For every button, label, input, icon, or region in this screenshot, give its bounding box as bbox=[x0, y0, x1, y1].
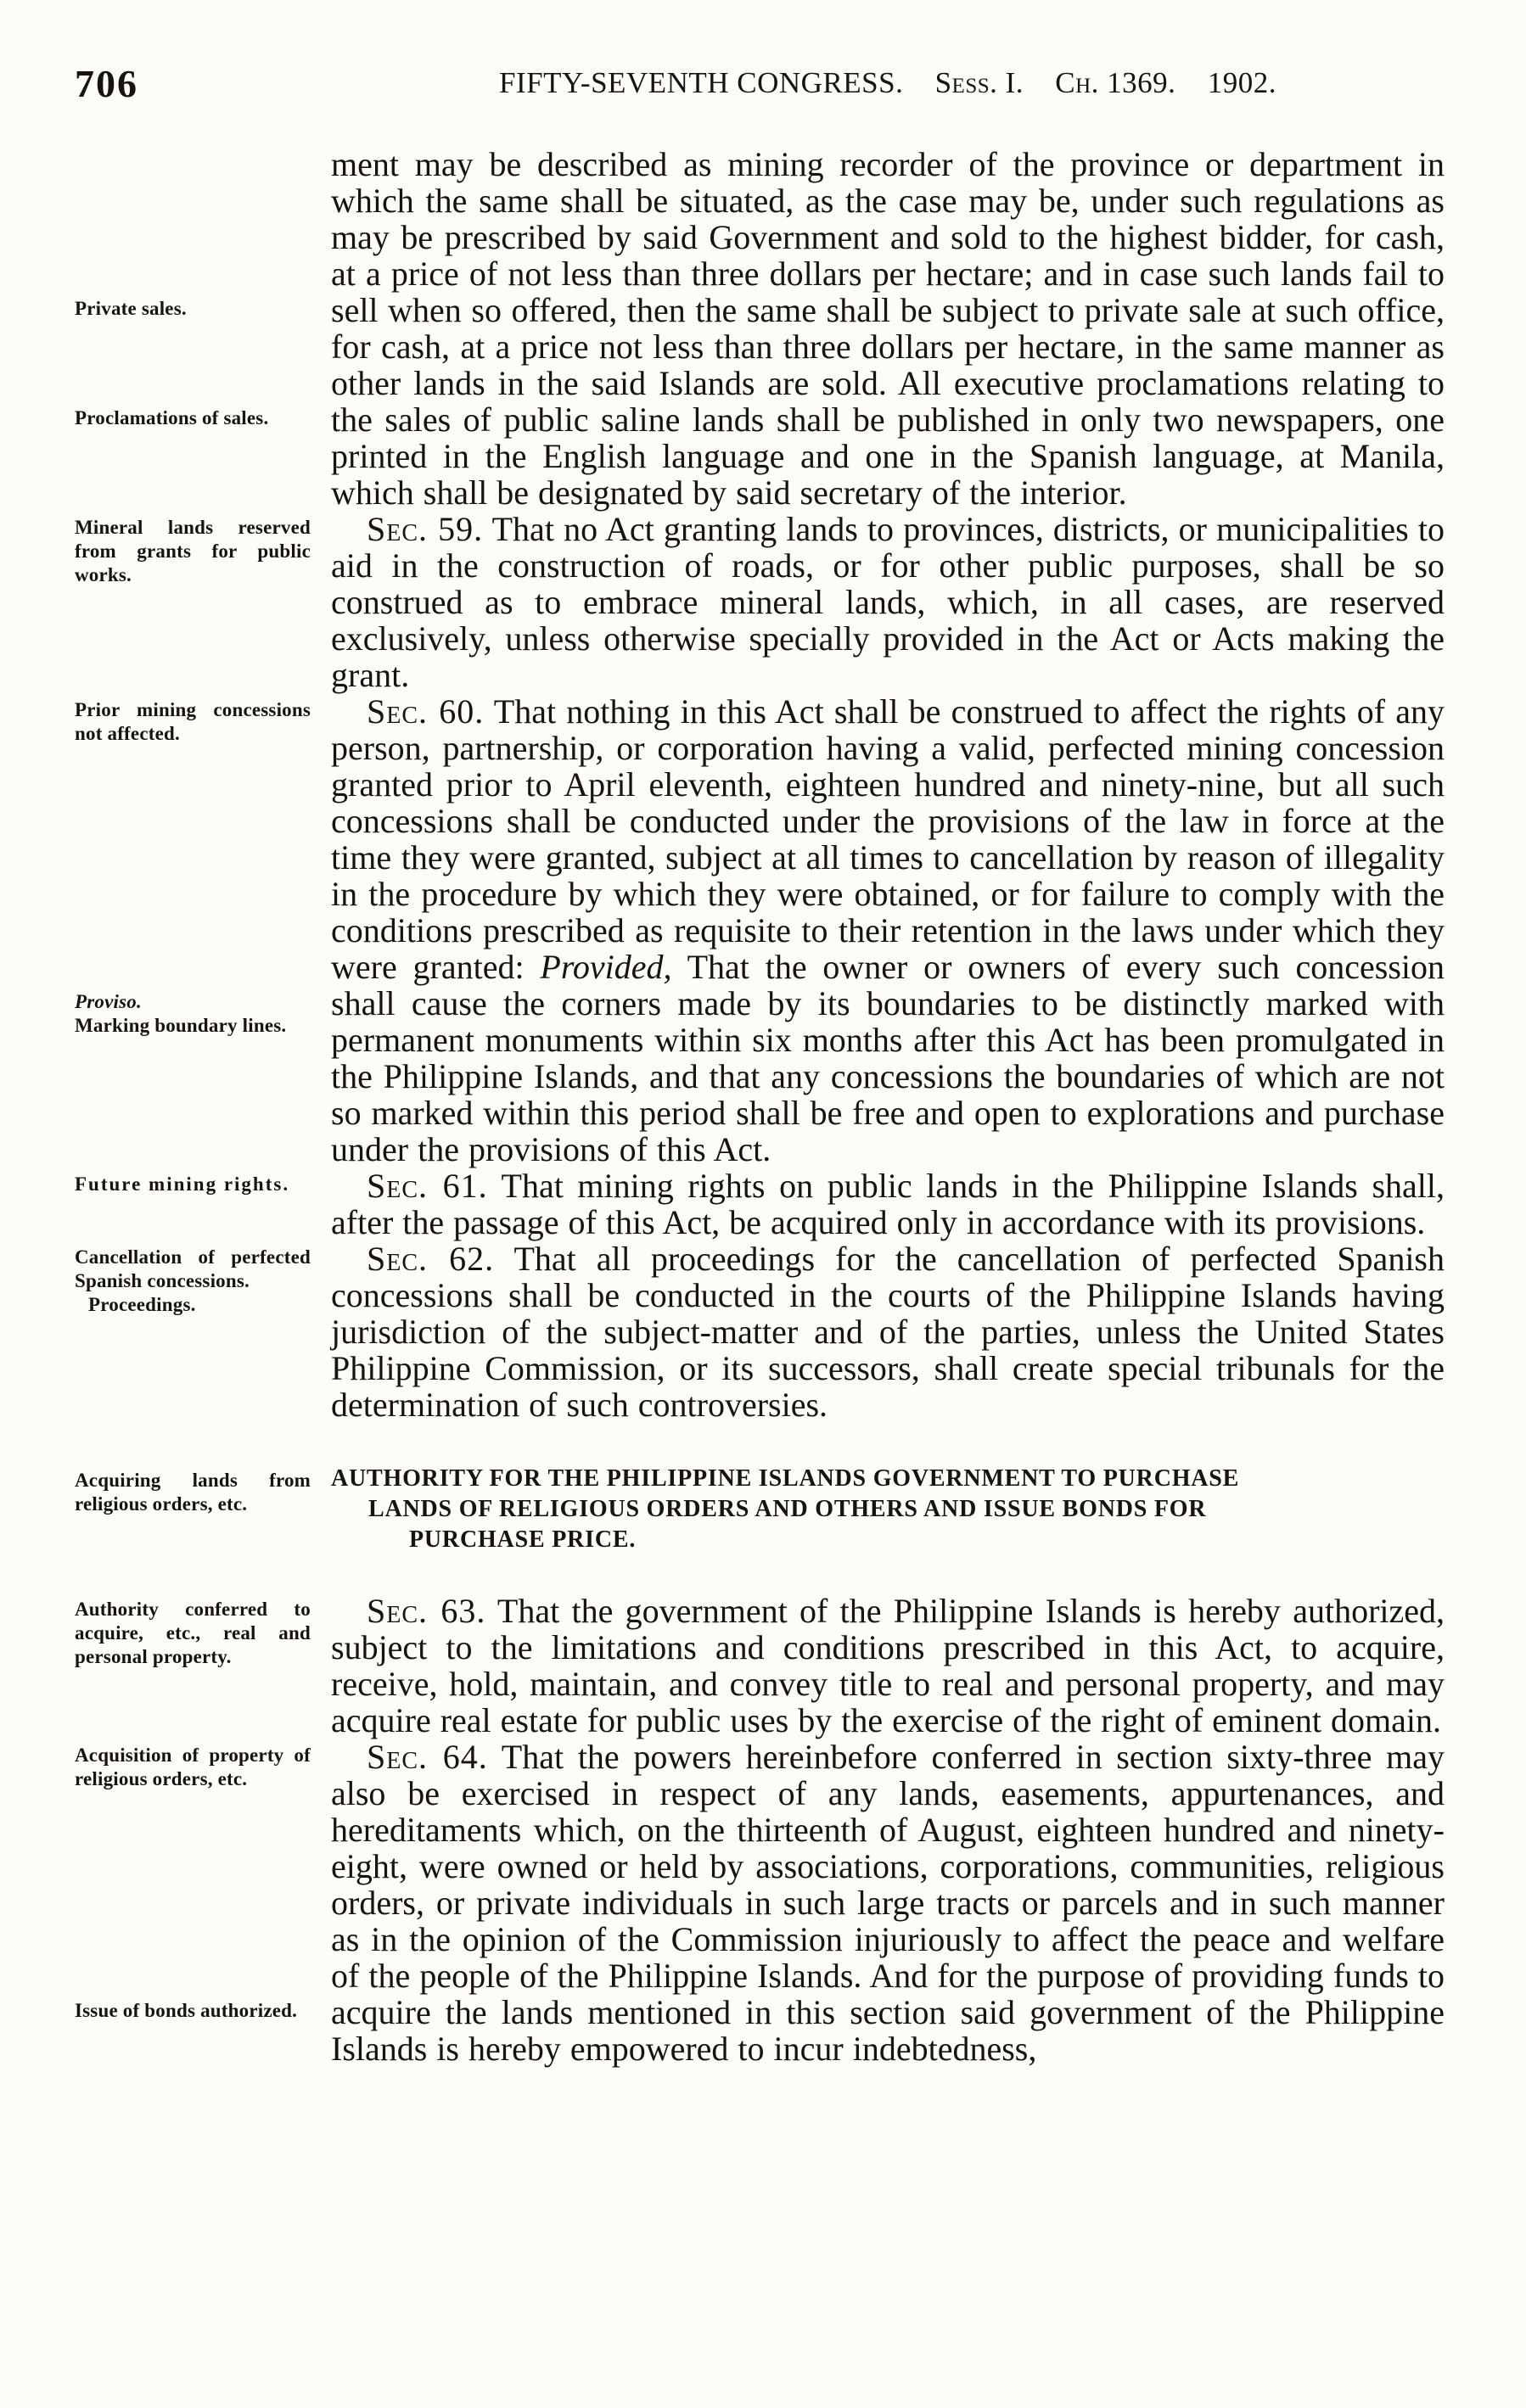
body-paragraph bbox=[331, 1593, 1445, 1739]
cancellation-text: Cancellation of perfected Spanish concessions. bbox=[75, 1246, 311, 1291]
section-body bbox=[331, 1593, 1445, 1739]
section-text: That mining rights on public lands in the Philippine Islands shall, after the passage of this Act, be acquired only in accordance with its provisions. bbox=[331, 1167, 1445, 1241]
proviso-text: Marking boundary lines. bbox=[75, 1015, 287, 1036]
section-text: That the government of the Philippine Islands is hereby authorized, subject to the limitations and conditions prescribed in this Act, to acquire, receive, hold, maintain, and convey title to real and personal property, and may acquire real estate for public uses by the exercise of the right of eminent domain. bbox=[331, 1592, 1445, 1739]
margin-note-authority-conferred: Authority conferred to acquire, etc., real and personal property. bbox=[75, 1599, 311, 1667]
margin-note-acquisition-property: Acquisition of property of religious orders, etc. bbox=[75, 1744, 311, 1789]
section-label: Sec. 61. bbox=[367, 1167, 488, 1205]
section-body bbox=[331, 1240, 1445, 1423]
act-heading-line-1: AUTHORITY FOR THE PHILIPPINE ISLANDS GOVERNMENT TO PURCHASE bbox=[331, 1465, 1240, 1492]
margin-notes bbox=[75, 1168, 331, 1240]
section-text: That no Act granting lands to provinces, districts, or municipalities to aid in the construction of roads, or for other public purposes, shall be so construed as to embrace mineral lands, which, in all cases, are reserved exclusively, unless otherwise specially provided in the Act or Acts making the grant. bbox=[331, 510, 1445, 694]
section-body bbox=[331, 1423, 1445, 1593]
running-head-congress: FIFTY-SEVENTH CONGRESS. bbox=[499, 66, 904, 99]
section-body bbox=[331, 693, 1445, 1168]
section-label: Sec. 62. bbox=[367, 1240, 495, 1278]
body-paragraph bbox=[331, 1739, 1445, 2067]
margin-note-prior-concessions: Prior mining concessions not affected. bbox=[75, 699, 311, 744]
running-head-session: Sess. I. bbox=[934, 66, 1024, 99]
body-paragraph: ment may be described as mining recorder of the province or department in which the same shall be situated, as the case may be, under such regulations as may be prescribed by said Government and sold to the highest bidder, for cash, at a price of not less than three dollars per hectare; and in case such lands fail to sell when so offered, then the same shall be subject to private sale at such office, for cash, at a price not less than three dollars per hectare, in the same manner as other lands in the said Islands are sold. All executive proclamations relating to the sales of public saline lands shall be published in only two newspapers, one printed in the English language and one in the Spanish language, at Manila, which shall be designated by said secretary of the interior. bbox=[331, 145, 1445, 512]
act-heading-line-3: PURCHASE PRICE. bbox=[409, 1526, 637, 1553]
section-label: Sec. 59. bbox=[367, 510, 484, 548]
section-text: That the powers hereinbefore conferred in section sixty-three may also be exercised in respect of any lands, easements, appurtenances, and hereditaments which, on the thirteenth of August, eighteen hundred and ninety-eight, were owned or held by associations, corporations, communities, religious orders, or private individuals in such large tracts or parcels and in such manner as in the opinion of the Commission injuriously to affect the peace and welfare of the people of the Philippine Islands. And for the purpose of providing funds to acquire the lands mentioned in this section said government of the Philippine Islands is hereby empowered to incur indebtedness, bbox=[331, 1738, 1445, 2068]
section-text: That all proceedings for the cancellation of perfected Spanish concessions shall be conducted in the courts of the Philippine Islands having jurisdiction of the subject-matter and of the parties, unless the United States Philippine Commission, or its successors, shall create special tribunals for the determination of such controversies. bbox=[331, 1240, 1445, 1424]
provided-term: Provided, bbox=[540, 948, 672, 986]
running-head-chapter: Ch. 1369. bbox=[1055, 66, 1176, 99]
section-body bbox=[331, 1739, 1445, 2067]
margin-note-private-sales: Private sales. bbox=[75, 298, 187, 319]
margin-note-acquiring-lands: Acquiring lands from religious orders, etc. bbox=[75, 1470, 311, 1515]
act-heading-line-2: LANDS OF RELIGIOUS ORDERS AND OTHERS AND ISSUE BONDS FOR bbox=[368, 1496, 1207, 1522]
section-body bbox=[331, 146, 1445, 511]
section-label: Sec. 60. bbox=[367, 692, 485, 731]
section-label: Sec. 63. bbox=[367, 1592, 486, 1630]
margin-note-mineral-lands: Mineral lands reserved from grants for public works. bbox=[75, 517, 311, 585]
margin-note-proviso bbox=[75, 990, 311, 1038]
running-head-year: 1902. bbox=[1207, 66, 1276, 99]
body-paragraph bbox=[331, 511, 1445, 693]
section-text-before: That nothing in this Act shall be construed to affect the rights of any person, partnership, or corporation having a valid, perfected mining concession granted prior to April eleventh, eighteen hundred and ninety-nine, but all such concessions shall be conducted under the provisions of the law in force at the time they were granted, subject at all times to cancellation by reason of illegality in the procedure by which they were obtained, or for failure to comply with the conditions prescribed as requisite to their retention in the laws under which they were granted: bbox=[331, 692, 1445, 986]
margin-note-issue-of-bonds: Issue of bonds authorized. bbox=[75, 2000, 298, 2021]
body-paragraph bbox=[331, 1168, 1445, 1240]
margin-notes bbox=[75, 1593, 331, 1739]
page-header bbox=[75, 61, 1445, 115]
margin-notes bbox=[75, 1423, 331, 1593]
proviso-label: Proviso. bbox=[75, 991, 142, 1012]
margin-note-cancellation bbox=[75, 1246, 311, 1317]
margin-note-future-mining: Future mining rights. bbox=[75, 1173, 290, 1195]
margin-notes bbox=[75, 1240, 331, 1423]
margin-notes bbox=[75, 511, 331, 693]
section-label: Sec. 64. bbox=[367, 1738, 488, 1776]
section-body bbox=[331, 511, 1445, 693]
proceedings-text: Proceedings. bbox=[88, 1294, 196, 1315]
section-text-after: That the owner or owners of every such concession shall cause the corners made by its boundaries to be distinctly marked with permanent monuments within six months after this Act has been promulgated in the Philippine Islands, and that any concessions the boundaries of which are not so marked within this period shall be free and open to explorations and purchase under the provisions of this Act. bbox=[331, 948, 1445, 1168]
body-paragraph bbox=[331, 1240, 1445, 1423]
section-body bbox=[331, 1168, 1445, 1240]
margin-notes bbox=[75, 1739, 331, 2067]
body-paragraph bbox=[331, 693, 1445, 1168]
margin-notes bbox=[75, 146, 331, 511]
act-heading bbox=[331, 1423, 1445, 1593]
margin-notes bbox=[75, 693, 331, 1168]
margin-note-proclamations: Proclamations of sales. bbox=[75, 407, 269, 428]
running-head bbox=[331, 66, 1445, 100]
page-content bbox=[75, 146, 1445, 2067]
page-number: 706 bbox=[75, 62, 138, 105]
